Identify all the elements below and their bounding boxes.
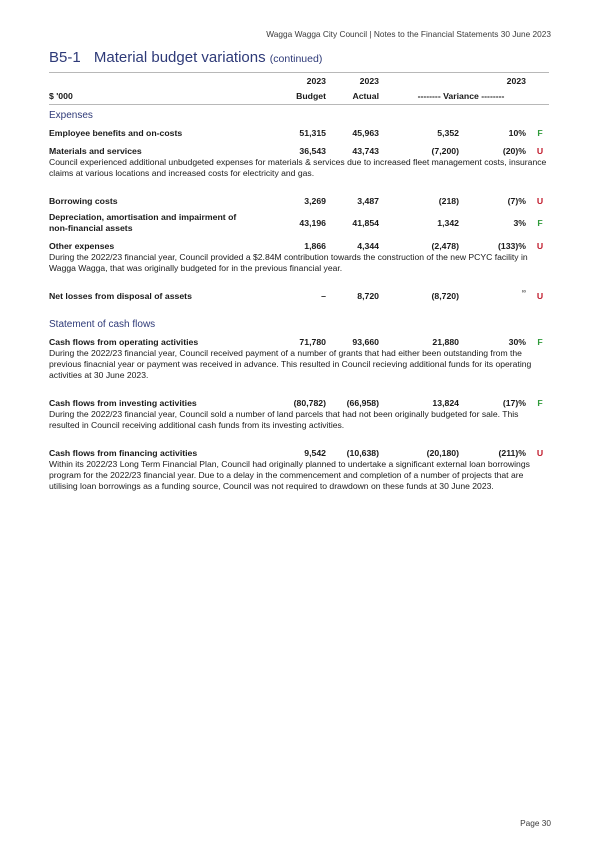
row-other-actual: 4,344 bbox=[357, 241, 379, 251]
row-disposal-flag: U bbox=[536, 291, 544, 301]
row-other-variance: (2,478) bbox=[431, 241, 459, 251]
row-depreciation-actual: 41,854 bbox=[352, 218, 379, 228]
row-depreciation-variance: 1,342 bbox=[437, 218, 459, 228]
row-investing-note: During the 2022/23 financial year, Council sold a number of land parcels that had not been originally budgeted for sale. This resulted in Council receiving additional cash funds from its investing activities. bbox=[49, 409, 519, 430]
row-other-flag: U bbox=[536, 241, 544, 251]
row-borrowing-pct: (7)% bbox=[507, 196, 526, 206]
row-operating-variance: 21,880 bbox=[432, 337, 459, 347]
row-investing-budget: (80,782) bbox=[293, 398, 326, 408]
row-depreciation-pct: 3% bbox=[513, 218, 526, 228]
row-materials-pct: (20)% bbox=[502, 146, 526, 156]
title-number: B5-1 bbox=[49, 49, 81, 66]
row-materials-note: Council experienced additional unbudgeted expenses for materials & services due to increased fleet management costs, insurance claims at various locations and increased costs for electricity and gas. bbox=[49, 157, 547, 178]
row-financing-budget: 9,542 bbox=[304, 448, 326, 458]
row-investing-label: Cash flows from investing activities bbox=[49, 398, 197, 408]
header-rule-bottom bbox=[49, 104, 549, 105]
row-disposal-actual: 8,720 bbox=[357, 291, 379, 301]
header-rule-top bbox=[49, 72, 549, 73]
row-disposal-budget: – bbox=[321, 291, 326, 301]
row-depreciation-budget: 43,196 bbox=[299, 218, 326, 228]
section-cash-flows: Statement of cash flows bbox=[49, 319, 156, 330]
row-borrowing-budget: 3,269 bbox=[304, 196, 326, 206]
row-employee-variance: 5,352 bbox=[437, 128, 459, 138]
row-materials-variance: (7,200) bbox=[431, 146, 459, 156]
row-employee-budget: 51,315 bbox=[299, 128, 326, 138]
row-materials-flag: U bbox=[536, 146, 544, 156]
row-borrowing-variance: (218) bbox=[438, 196, 459, 206]
row-operating-label: Cash flows from operating activities bbox=[49, 337, 199, 347]
col-actual-label: Actual bbox=[352, 91, 379, 101]
row-other-note: During the 2022/23 financial year, Council provided a $2.84M contribution towards the construction of the new PCYC facility in Wagga Wagga, that was originally budgeted for in the previous financial year. bbox=[49, 252, 528, 273]
row-financing-note: Within its 2022/23 Long Term Financial Plan, Council had originally planned to undertake a significant external loan borrowings program for the 2022/23 financial year. Due to a delay in the commencement and completion of a number of projects that are utilising loan borrowings as a funding source, Council was not required to drawdown on these funds at 30 June 2023. bbox=[49, 459, 530, 491]
col-actual-year: 2023 bbox=[359, 76, 379, 86]
running-header: Wagga Wagga City Council | Notes to the Financial Statements 30 June 2023 bbox=[266, 29, 551, 39]
title-main: Material budget variations bbox=[93, 49, 266, 66]
row-materials-label: Materials and services bbox=[49, 146, 142, 156]
row-financing-variance: (20,180) bbox=[426, 448, 459, 458]
row-disposal-label: Net losses from disposal of assets bbox=[49, 291, 192, 301]
row-disposal-variance: (8,720) bbox=[431, 291, 459, 301]
col-variance-label: -------- Variance -------- bbox=[417, 91, 505, 101]
row-operating-budget: 71,780 bbox=[299, 337, 326, 347]
row-employee-label: Employee benefits and on-costs bbox=[49, 128, 183, 138]
row-employee-pct: 10% bbox=[508, 128, 526, 138]
row-investing-variance: 13,824 bbox=[432, 398, 459, 408]
row-disposal-pct: ∞ bbox=[521, 289, 526, 295]
row-materials-actual: 43,743 bbox=[352, 146, 379, 156]
section-expenses: Expenses bbox=[49, 110, 93, 121]
unit-label: $ '000 bbox=[49, 91, 73, 101]
row-operating-flag: F bbox=[537, 337, 543, 347]
row-operating-note: During the 2022/23 financial year, Council received payment of a number of grants that had either been outstanding from the previous finacnial year or payment was received in advance. This resulted in Council recieving additional funds for its operating activities at 30 June 2023. bbox=[49, 348, 532, 380]
row-materials-budget: 36,543 bbox=[299, 146, 326, 156]
row-employee-actual: 45,963 bbox=[352, 128, 379, 138]
col-variance-year: 2023 bbox=[506, 76, 526, 86]
row-financing-actual: (10,638) bbox=[346, 448, 379, 458]
row-borrowing-actual: 3,487 bbox=[357, 196, 379, 206]
col-budget-label: Budget bbox=[296, 91, 326, 101]
col-budget-year: 2023 bbox=[306, 76, 326, 86]
row-financing-pct: (211)% bbox=[498, 448, 526, 458]
row-employee-flag: F bbox=[537, 128, 543, 138]
row-borrowing-flag: U bbox=[536, 196, 544, 206]
page-title bbox=[49, 49, 322, 66]
row-financing-flag: U bbox=[536, 448, 544, 458]
row-other-budget: 1,866 bbox=[304, 241, 326, 251]
row-borrowing-label: Borrowing costs bbox=[49, 196, 118, 206]
row-other-pct: (133)% bbox=[497, 241, 526, 251]
row-operating-actual: 93,660 bbox=[352, 337, 379, 347]
row-operating-pct: 30% bbox=[508, 337, 526, 347]
title-sub: (continued) bbox=[269, 53, 323, 65]
row-depreciation-label: Depreciation, amortisation and impairment of non-financial assets bbox=[49, 212, 237, 233]
row-depreciation-flag: F bbox=[537, 218, 543, 228]
row-financing-label: Cash flows from financing activities bbox=[49, 448, 198, 458]
row-investing-pct: (17)% bbox=[502, 398, 526, 408]
page-number: Page 30 bbox=[520, 818, 551, 828]
row-other-label: Other expenses bbox=[49, 241, 115, 251]
row-investing-actual: (66,958) bbox=[346, 398, 379, 408]
row-investing-flag: F bbox=[537, 398, 543, 408]
